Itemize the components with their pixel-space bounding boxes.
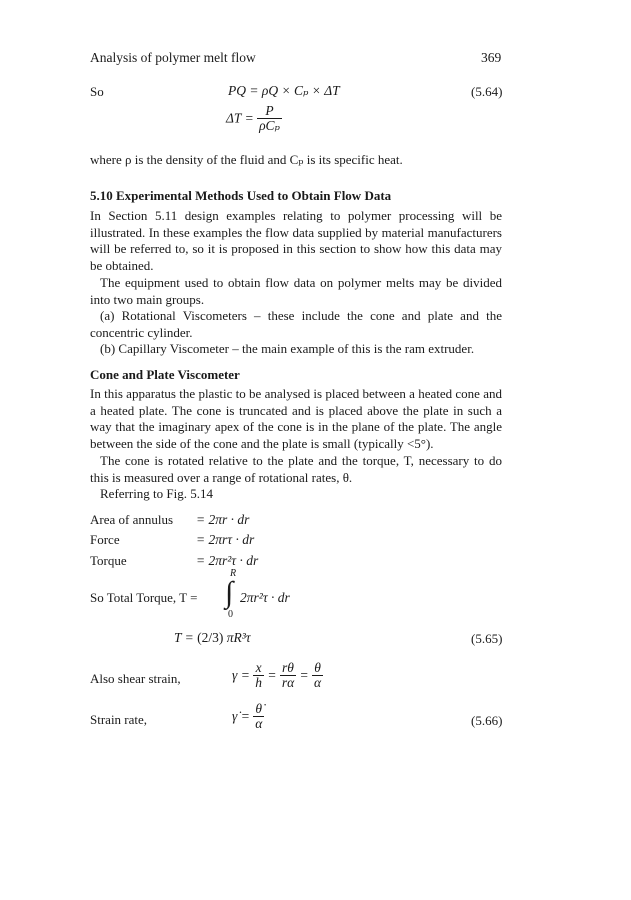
def-label-torque: Torque bbox=[90, 553, 127, 568]
fraction-numerator: θ̇ bbox=[253, 702, 264, 717]
equals-sign: = bbox=[299, 667, 309, 683]
fraction-rtheta-over-ralpha bbox=[280, 661, 296, 690]
where-sentence: where ρ is the density of the fluid and Cₚ is its specific heat. bbox=[90, 152, 403, 167]
fraction-denominator: α bbox=[255, 716, 263, 731]
fraction-denominator: rα bbox=[281, 675, 295, 690]
fraction-numerator: θ bbox=[312, 661, 323, 676]
eq-lhs: ΔT = bbox=[226, 110, 254, 126]
fraction-denominator: α bbox=[314, 675, 322, 690]
strain-rate-equation bbox=[232, 702, 264, 731]
subsection-heading: Cone and Plate Viscometer bbox=[90, 367, 240, 382]
subsection-paragraph-1: In this apparatus the plastic to be analysed is placed between a heated cone and a heated plate. The cone is truncated and is placed above the plate in such a way that the imaginary apex of the cone is in the plane of the plate. The angle between the side of the cone and the plate is small (typically <5°). bbox=[90, 386, 502, 451]
fraction-p-over-rhocp bbox=[257, 104, 282, 133]
page-number: 369 bbox=[481, 50, 502, 65]
def-expr-force: = 2πrτ · dr bbox=[196, 532, 255, 547]
subsection-paragraph-3: Referring to Fig. 5.14 bbox=[100, 486, 214, 501]
equals-sign: = bbox=[267, 667, 277, 683]
eq-5-65-coef: (2/3) bbox=[197, 630, 224, 645]
equation-5-64-line1: PQ = ρQ × Cₚ × ΔT bbox=[228, 83, 340, 98]
integral-upper-limit: R bbox=[230, 568, 237, 579]
def-expr-torque: = 2πr²τ · dr bbox=[196, 553, 259, 568]
equation-number-5-64: (5.64) bbox=[471, 84, 503, 99]
shear-strain-lhs: γ = bbox=[232, 667, 250, 683]
section-heading: 5.10 Experimental Methods Used to Obtain Flow Data bbox=[90, 188, 392, 203]
fraction-numerator: P bbox=[257, 104, 282, 119]
shear-strain-label: Also shear strain, bbox=[90, 671, 181, 686]
def-expr-area: = 2πr · dr bbox=[196, 512, 250, 527]
def-label-force: Force bbox=[90, 532, 120, 547]
fraction-denominator: ρCₚ bbox=[259, 118, 280, 133]
eq-5-65-lhs: T = bbox=[174, 630, 194, 645]
equation-5-65 bbox=[174, 630, 251, 646]
strain-rate-lhs: γ̇ = bbox=[232, 708, 250, 724]
def-label-area: Area of annulus bbox=[90, 512, 174, 527]
equation-5-64-line2 bbox=[226, 104, 282, 133]
fraction-x-over-h bbox=[253, 661, 264, 690]
fraction-numerator: rθ bbox=[280, 661, 296, 676]
fraction-denominator: h bbox=[255, 675, 262, 690]
total-torque-label: So Total Torque, T = bbox=[90, 590, 198, 605]
integrand: 2πr²τ · dr bbox=[240, 590, 290, 605]
section-paragraph-1: In Section 5.11 design examples relating to polymer processing will be illustrated. In these examples the flow data supplied by material manufacturers will be referred to, so it is proposed in this section to show how this data may be obtained. bbox=[90, 208, 502, 273]
strain-rate-label: Strain rate, bbox=[90, 712, 148, 727]
integral-sign-icon: ∫ bbox=[225, 576, 234, 609]
subsection-paragraph-2: The cone is rotated relative to the plate and the torque, T, necessary to do this is measured over a range of rotational rates, θ. bbox=[90, 453, 502, 485]
shear-strain-equation bbox=[232, 661, 323, 690]
eq-lead-so: So bbox=[90, 84, 104, 99]
section-paragraph-3: (a) Rotational Viscometers – these include the cone and plate and the concentric cylinder. bbox=[90, 308, 502, 340]
equation-number-5-65: (5.65) bbox=[471, 631, 503, 646]
eq-5-65-rhs: πR³τ bbox=[226, 630, 251, 645]
section-paragraph-2: The equipment used to obtain flow data on polymer melts may be divided into two main groups. bbox=[90, 275, 502, 307]
fraction-thetadot-over-alpha bbox=[253, 702, 264, 731]
equation-number-5-66: (5.66) bbox=[471, 713, 503, 728]
fraction-theta-over-alpha bbox=[312, 661, 323, 690]
fraction-numerator: x bbox=[253, 661, 264, 676]
integral-lower-limit: 0 bbox=[228, 609, 233, 620]
section-paragraph-4: (b) Capillary Viscometer – the main example of this is the ram extruder. bbox=[100, 341, 475, 356]
running-title: Analysis of polymer melt flow bbox=[90, 50, 256, 65]
